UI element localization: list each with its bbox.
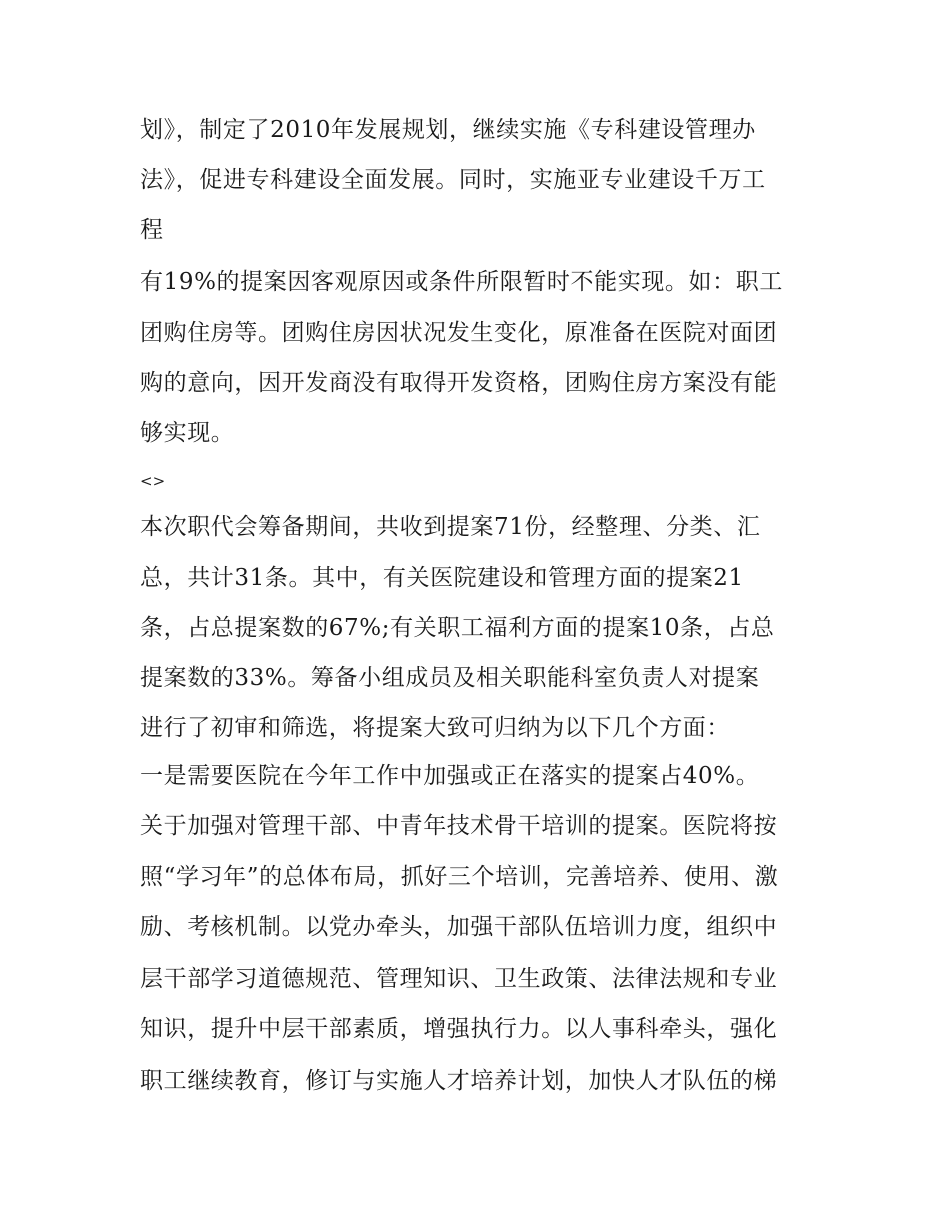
text-line: 条，占总提案数的67%;有关职工福利方面的提案10条，占总: [140, 615, 775, 641]
text-line: <>: [140, 472, 166, 490]
text-line: 一是需要医院在今年工作中加强或正在落实的提案占40%。: [140, 763, 760, 789]
text-line: 职工继续教育，修订与实施人才培养计划，加快人才队伍的梯: [140, 1068, 778, 1094]
text-line: 知识，提升中层干部素质，增强执行力。以人事科牵头，强化: [140, 1016, 778, 1042]
text-line: 法》，促进专科建设全面发展。同时，实施亚专业建设千万工: [140, 167, 766, 193]
text-line: 团购住房等。团购住房因状况发生变化，原准备在医院对面团: [140, 320, 778, 346]
text-line: 励、考核机制。以党办牵头，加强干部队伍培训力度，组织中: [140, 914, 778, 940]
text-line: 本次职代会筹备期间，共收到提案71份，经整理、分类、汇: [140, 514, 761, 540]
text-line: 层干部学习道德规范、管理知识、卫生政策、法律法规和专业: [140, 966, 778, 992]
text-line: 划》，制定了2010年发展规划，继续实施《专科建设管理办: [140, 117, 756, 143]
text-line: 程: [140, 217, 164, 243]
text-line: 关于加强对管理干部、中青年技术骨干培训的提案。医院将按: [140, 813, 778, 839]
text-line: 够实现。: [140, 420, 235, 446]
text-line: 进行了初审和筛选，将提案大致可归纳为以下几个方面：: [140, 715, 730, 741]
text-line: 有19%的提案因客观原因或条件所限暂时不能实现。如：职工: [140, 269, 783, 295]
text-line: 提案数的33%。筹备小组成员及相关职能科室负责人对提案: [140, 665, 760, 691]
text-line: 购的意向，因开发商没有取得开发资格，团购住房方案没有能: [140, 370, 778, 396]
text-line: 照“学习年”的总体布局，抓好三个培训，完善培养、使用、激: [140, 864, 779, 890]
text-line: 总，共计31条。其中，有关医院建设和管理方面的提案21: [140, 565, 744, 591]
